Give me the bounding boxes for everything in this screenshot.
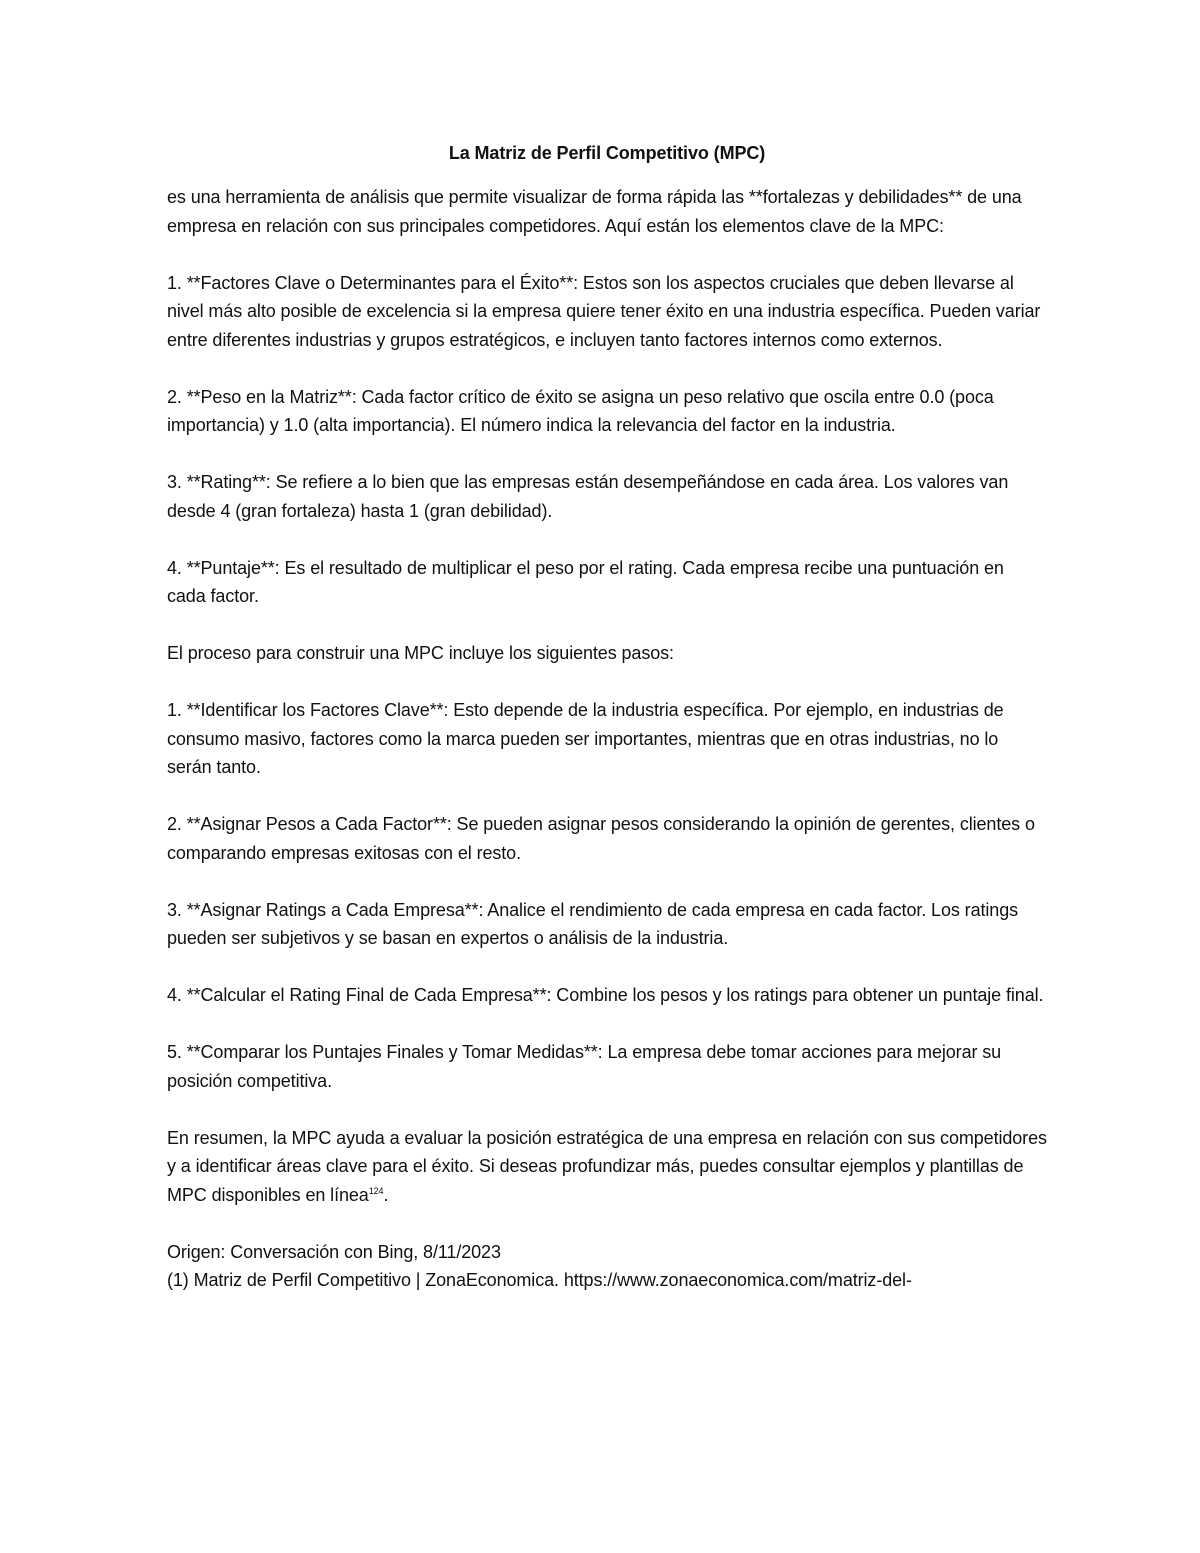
step-item xyxy=(167,896,1047,953)
element-label: 2. **Peso en la Matriz**: xyxy=(167,386,357,407)
step-item xyxy=(167,981,1047,1010)
step-label: 5. **Comparar los Puntajes Finales y Tomar Medidas**: xyxy=(167,1042,603,1062)
element-label: 4. **Puntaje**: xyxy=(167,557,280,578)
step-text: Esto depende de la industria específica. Por ejemplo, en industrias de consumo masivo, factores como la marca pueden ser importantes, mientras que en otras industrias, no lo serán tanto. xyxy=(167,700,1004,777)
element-item xyxy=(167,554,1047,611)
step-text: Se pueden asignar pesos considerando la opinión de gerentes, clientes o comparando empresas exitosas con el resto. xyxy=(167,814,1035,863)
element-text: Es el resultado de multiplicar el peso por el rating. Cada empresa recibe una puntuación en cada factor. xyxy=(167,557,1004,606)
document-body xyxy=(167,139,1047,1295)
summary-end: . xyxy=(383,1184,389,1205)
step-item xyxy=(167,696,1047,782)
element-text: Se refiere a lo bien que las empresas están desempeñándose en cada área. Los valores van desde 4 (gran fortaleza) hasta 1 (gran debilidad). xyxy=(167,472,1009,521)
element-text: Estos son los aspectos cruciales que deben llevarse al nivel más alto posible de excelencia si la empresa quiere tener éxito en una industria específica. Pueden variar entre diferentes industrias y grupos estratégicos, e incluyen tanto factores internos como externos. xyxy=(167,272,1041,350)
origin-line: Origen: Conversación con Bing, 8/11/2023 xyxy=(167,1241,501,1262)
process-intro: El proceso para construir una MPC incluye los siguientes pasos: xyxy=(167,643,674,663)
step-label: 1. **Identificar los Factores Clave**: xyxy=(167,700,449,720)
step-item xyxy=(167,1038,1047,1095)
element-label: 1. **Factores Clave o Determinantes para el Éxito**: xyxy=(167,272,578,293)
step-label: 4. **Calcular el Rating Final de Cada Empresa**: xyxy=(167,985,552,1005)
step-text: Analice el rendimiento de cada empresa en cada factor. Los ratings pueden ser subjetivos y se basan en expertos o análisis de la industria. xyxy=(167,899,1019,948)
sources-block xyxy=(167,1238,1047,1295)
step-text: Combine los pesos y los ratings para obtener un puntaje final. xyxy=(551,985,1044,1005)
summary-text: En resumen, la MPC ayuda a evaluar la posición estratégica de una empresa en relación con sus competidores y a identificar áreas clave para el éxito. Si deseas profundizar más, puedes consultar ejemplos y plantillas de MPC disponibles en línea xyxy=(167,1127,1047,1205)
reference-link[interactable]: (1) Matriz de Perfil Competitivo | ZonaEconomica. https://www.zonaeconomica.com/matriz-del- xyxy=(167,1270,912,1290)
element-item xyxy=(167,383,1047,440)
summary-reference-markers: 124 xyxy=(368,1185,384,1196)
element-label: 3. **Rating**: xyxy=(167,472,271,492)
element-text: Cada factor crítico de éxito se asigna un peso relativo que oscila entre 0.0 (poca importancia) y 1.0 (alta importancia). El número indica la relevancia del factor en la industria. xyxy=(167,386,994,435)
intro-paragraph: es una herramienta de análisis que permite visualizar de forma rápida las **fortalezas y debilidades** de una empresa en relación con sus principales competidores. Aquí están los elementos clave de la MPC: xyxy=(167,187,1022,236)
step-item xyxy=(167,810,1047,867)
step-text: La empresa debe tomar acciones para mejorar su posición competitiva. xyxy=(167,1042,1002,1091)
step-label: 2. **Asignar Pesos a Cada Factor**: xyxy=(167,814,452,834)
element-item xyxy=(167,269,1047,355)
summary-paragraph xyxy=(167,1124,1047,1210)
step-label: 3. **Asignar Ratings a Cada Empresa**: xyxy=(167,899,484,920)
element-item xyxy=(167,468,1047,525)
document-title: La Matriz de Perfil Competitivo (MPC) xyxy=(448,143,766,163)
